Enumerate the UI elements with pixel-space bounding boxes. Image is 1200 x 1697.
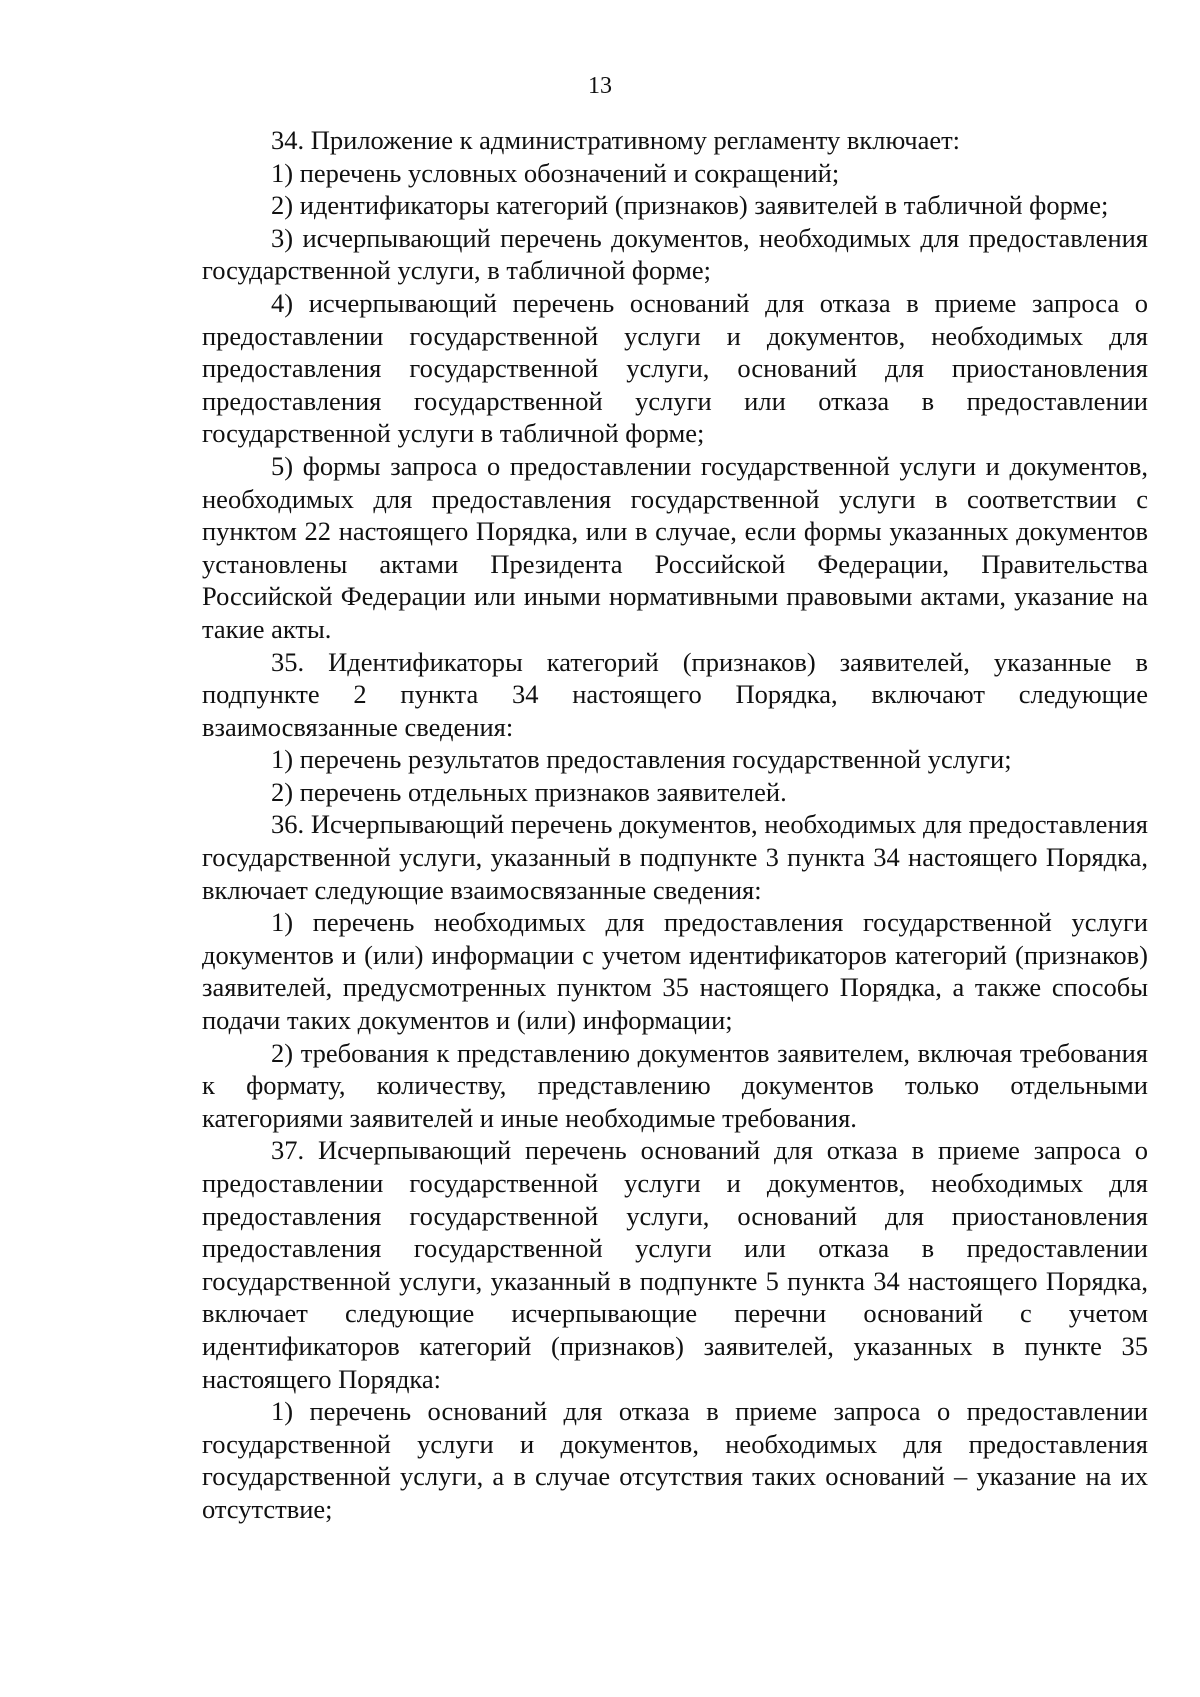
paragraph-35-item-1: 1) перечень результатов предоставления государственной услуги; <box>271 744 1012 775</box>
paragraph-34-item-2: 2) идентификаторы категорий (признаков) заявителей в табличной форме; <box>271 190 1109 221</box>
paragraph-34: 34. Приложение к административному регламенту включает: <box>271 125 961 155</box>
paragraph-34-item-5: 5) формы запроса о предоставлении государственной услуги и документов, необходимых для предоставления государственной услуги в соответствии с пунктом 22 настоящего Порядка, или в случае, если формы указанных документов установлены актами Президента Российской Федерации, Правительства Российской Федерации или иными нормативными правовыми актами, указание на такие акты. <box>202 450 1148 644</box>
paragraph-36: 36. Исчерпывающий перечень документов, необходимых для предоставления государственной услуги, указанный в подпункте 3 пункта 34 настоящего Порядка, включает следующие взаимосвязанные сведения: <box>202 809 1148 905</box>
document-body <box>202 124 1148 1526</box>
paragraph-36-item-1: 1) перечень необходимых для предоставления государственной услуги документов и (или) информации с учетом идентификаторов категорий (признаков) заявителей, предусмотренных пунктом 35 настоящего Порядка, а также способы подачи таких документов и (или) информации; <box>202 907 1148 1036</box>
paragraph-37: 37. Исчерпывающий перечень оснований для отказа в приеме запроса о предоставлении государственной услуги и документов, необходимых для предоставления государственной услуги, оснований для приостановления предоставления государственной услуги или отказа в предоставлении государственной услуги, указанный в подпункте 5 пункта 34 настоящего Порядка, включает следующие исчерпывающие перечни оснований с учетом идентификаторов категорий (признаков) заявителей, указанных в пункте 35 настоящего Порядка: <box>202 1135 1148 1394</box>
page-number: 13 <box>588 73 612 99</box>
paragraph-35: 35. Идентификаторы категорий (признаков) заявителей, указанные в подпункте 2 пункта 34 настоящего Порядка, включают следующие взаимосвязанные сведения: <box>202 646 1148 742</box>
paragraph-34-item-1: 1) перечень условных обозначений и сокращений; <box>271 157 840 188</box>
paragraph-36-item-2: 2) требования к представлению документов заявителем, включая требования к формату, количеству, представлению документов только отдельными категориями заявителей и иные необходимые требования. <box>202 1037 1148 1133</box>
paragraph-37-item-1: 1) перечень оснований для отказа в приеме запроса о предоставлении государственной услуги и документов, необходимых для предоставления государственной услуги, а в случае отсутствия таких оснований – указание на их отсутствие; <box>202 1396 1148 1524</box>
paragraph-34-item-4: 4) исчерпывающий перечень оснований для отказа в приеме запроса о предоставлении государственной услуги и документов, необходимых для предоставления государственной услуги, оснований для приостановления предоставления государственной услуги или отказа в предоставлении государственной услуги в табличной форме; <box>202 287 1148 449</box>
paragraph-35-item-2: 2) перечень отдельных признаков заявителей. <box>271 776 787 807</box>
paragraph-34-item-3: 3) исчерпывающий перечень документов, необходимых для предоставления государственной услуги, в табличной форме; <box>202 222 1148 286</box>
